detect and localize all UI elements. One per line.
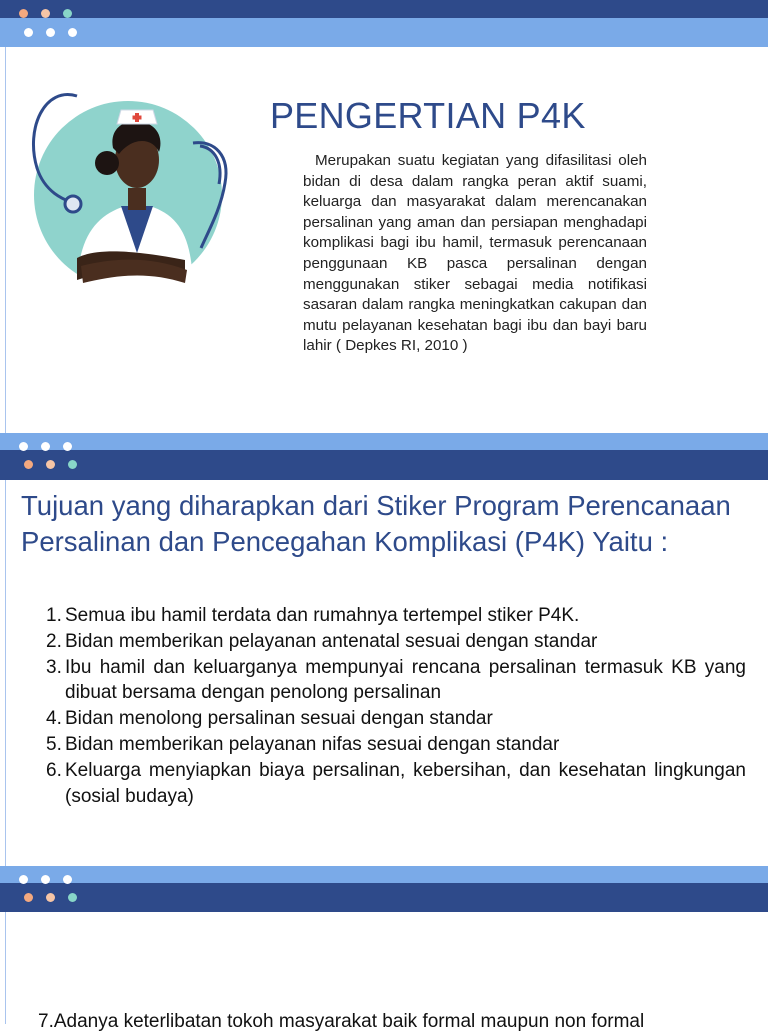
slide-tujuan-lanjutan (0, 866, 768, 1024)
window-dot (24, 460, 33, 469)
window-dot (63, 9, 72, 18)
list-item: 5. Bidan memberikan pelayanan nifas sesuai dengan standar (46, 733, 560, 755)
goals-list (18, 603, 746, 809)
window-dot (24, 893, 33, 902)
list-item: 4. Bidan menolong persalinan sesuai dengan standar (46, 708, 493, 730)
list-item: 7.Adanya keterlibatan tokoh masyarakat baik formal maupun non formal (38, 1011, 645, 1032)
list-item: 6. Keluarga menyiapkan biaya persalinan, kebersihan, dan kesehatan lingkungan (sosial budaya) (46, 759, 746, 807)
window-dot (46, 460, 55, 469)
window-dot (41, 9, 50, 18)
top-dark-band (0, 450, 768, 480)
nurse-illustration-icon (25, 88, 240, 293)
page-title: PENGERTIAN P4K (270, 95, 586, 136)
window-dot (19, 9, 28, 18)
list-item: 2. Bidan memberikan pelayanan antenatal sesuai dengan standar (46, 630, 598, 652)
window-dot (68, 28, 77, 37)
window-dot (41, 875, 50, 884)
section-title: Tujuan yang diharapkan dari Stiker Program Perencanaan Persalinan dan Pencegahan Komplikasi (P4K) Yaitu : (21, 490, 731, 557)
top-dark-band (0, 0, 768, 18)
slide-left-border (5, 480, 6, 866)
window-dot (68, 460, 77, 469)
window-dot (19, 442, 28, 451)
top-light-band (0, 866, 768, 883)
window-dot (68, 893, 77, 902)
window-dot (46, 28, 55, 37)
window-dot (46, 893, 55, 902)
top-light-band (0, 433, 768, 450)
list-item: 3. Ibu hamil dan keluarganya mempunyai rencana persalinan termasuk KB yang dibuat bersama dengan penolong persalinan (46, 656, 746, 704)
top-light-band (0, 18, 768, 47)
top-dark-band (0, 883, 768, 912)
window-dot (41, 442, 50, 451)
window-dot (63, 875, 72, 884)
definition-paragraph: Merupakan suatu kegiatan yang difasilitasi oleh bidan di desa dalam rangka peran aktif suami, keluarga dan masyarakat dalam merencanakan persalinan yang aman dan persiapan menghadapi komplikasi bagi ibu hamil, termasuk perencanaan penggunaan KB pasca persalinan dengan menggunakan stiker sebagai media notifikasi sasaran dalam rangka meningkatkan cakupan dan mutu pelayanan kesehatan bagi ibu dan bayi baru lahir ( Depkes RI, 2010 ) (303, 152, 647, 355)
list-item: 1. Semua ibu hamil terdata dan rumahnya tertempel stiker P4K. (46, 605, 580, 626)
slide-pengertian (0, 0, 768, 433)
window-dot (19, 875, 28, 884)
window-dot (24, 28, 33, 37)
slide-left-border (5, 912, 6, 1024)
slide-left-border (5, 47, 6, 433)
window-dot (63, 442, 72, 451)
